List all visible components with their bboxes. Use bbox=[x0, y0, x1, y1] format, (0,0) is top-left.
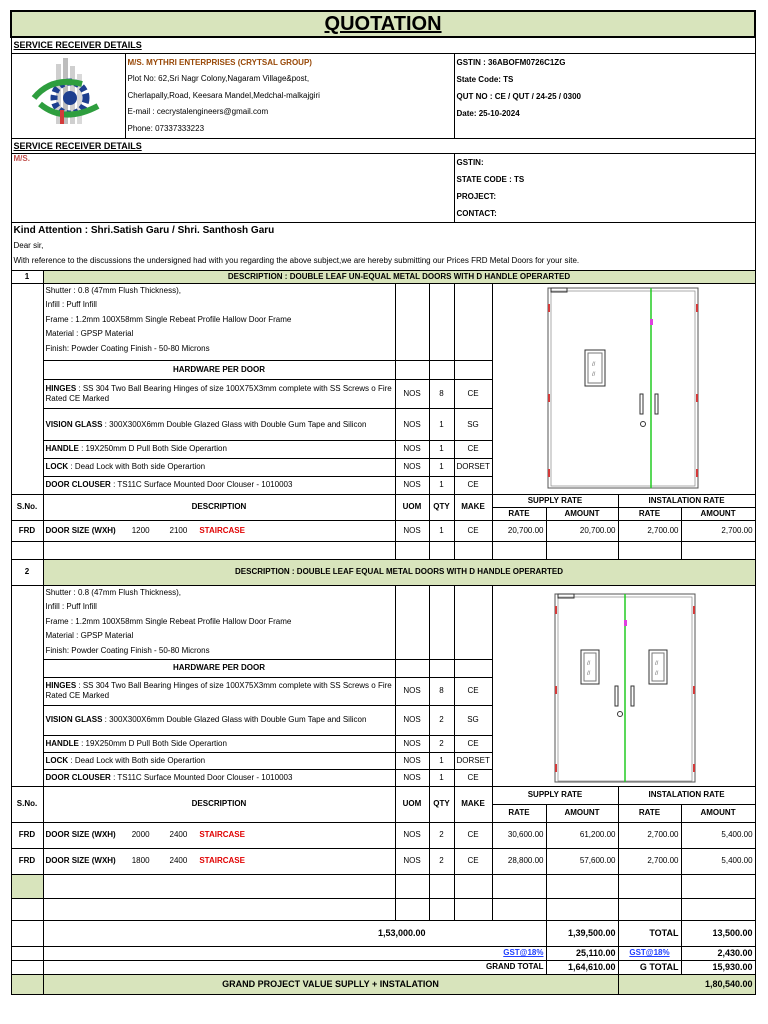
receiver-details bbox=[454, 153, 755, 222]
header-rate: RATE bbox=[618, 804, 681, 822]
hardware-label: DOOR CLOUSER bbox=[45, 480, 111, 490]
quotation-sheet bbox=[10, 10, 754, 995]
header-rate: RATE bbox=[618, 507, 681, 520]
company-state-code: State Code: TS bbox=[456, 74, 514, 84]
install-gst: 2,430.00 bbox=[681, 946, 755, 960]
receiver-project: PROJECT: bbox=[456, 191, 497, 201]
svg-text://: // bbox=[591, 371, 595, 378]
supply-total: 1,39,500.00 bbox=[546, 920, 618, 946]
hardware-label: HANDLE bbox=[45, 444, 79, 454]
header-amount: AMOUNT bbox=[681, 804, 755, 822]
unequal-door-drawing-icon bbox=[493, 284, 747, 494]
item-install-rate: 2,700.00 bbox=[618, 822, 681, 848]
item-width: 1200 bbox=[131, 525, 150, 535]
company-tax-block bbox=[454, 53, 755, 138]
header-make: MAKE bbox=[454, 494, 492, 520]
equal-door-drawing-icon bbox=[493, 586, 747, 786]
hardware-make: DORSET bbox=[454, 458, 492, 476]
hardware-label: LOCK bbox=[45, 755, 69, 765]
table-row bbox=[11, 848, 755, 874]
hardware-label: HANDLE bbox=[45, 738, 79, 748]
hardware-make: CE bbox=[454, 380, 492, 409]
item-desc: DOOR SIZE (WXH) bbox=[45, 856, 116, 865]
hardware-uom: NOS bbox=[395, 440, 429, 458]
hardware-qty: 1 bbox=[429, 769, 454, 786]
svg-text://: // bbox=[586, 670, 590, 677]
section-1-number: 1 bbox=[11, 270, 43, 283]
hardware-qty: 8 bbox=[429, 380, 454, 409]
header-installation-rate: INSTALATION RATE bbox=[618, 786, 755, 804]
item-location: STAIRCASE bbox=[199, 856, 245, 865]
grand-project-value: 1,80,540.00 bbox=[618, 974, 755, 994]
company-gstin: GSTIN : 36ABOFM0726C1ZG bbox=[456, 57, 566, 67]
header-sno: S.No. bbox=[11, 494, 43, 520]
company-address-block bbox=[125, 53, 454, 138]
hardware-uom: NOS bbox=[395, 735, 429, 752]
section-2-description: DESCRIPTION : DOUBLE LEAF EQUAL METAL DOORS WITH D HANDLE OPERARTED bbox=[43, 559, 755, 585]
table-row bbox=[11, 822, 755, 848]
hardware-qty: 1 bbox=[429, 409, 454, 440]
hardware-label: HINGES bbox=[45, 384, 77, 394]
quotation-table bbox=[10, 10, 756, 995]
grand-project-label: GRAND PROJECT VALUE SUPLLY + INSTALATION bbox=[43, 974, 618, 994]
grand-total-label: GRAND TOTAL bbox=[43, 960, 546, 974]
header-rate: RATE bbox=[492, 507, 546, 520]
hardware-make: CE bbox=[454, 677, 492, 705]
item-height: 2100 bbox=[169, 525, 188, 535]
item-qty: 2 bbox=[429, 848, 454, 874]
hardware-text: : 19X250mm D Pull Both Side Operartion bbox=[78, 738, 227, 748]
intro-text: With reference to the discussions the undersigned had with you regarding the above subject,we are hereby submitting our Prices FRD Metal Doors for your site. bbox=[13, 255, 580, 265]
gear-logo-icon bbox=[12, 54, 124, 138]
header-amount: AMOUNT bbox=[546, 507, 618, 520]
blank-row bbox=[11, 541, 755, 559]
supply-grand-total: 1,64,610.00 bbox=[546, 960, 618, 974]
company-phone: Phone: 07337333223 bbox=[127, 123, 205, 133]
header-uom: UOM bbox=[395, 494, 429, 520]
spec-line: Shutter : 0.8 (47mm Flush Thickness), bbox=[45, 587, 181, 597]
blank-row bbox=[11, 898, 755, 920]
blank-row bbox=[11, 874, 755, 898]
hardware-text: : SS 304 Two Ball Bearing Hinges of size 100X75X3mm complete with SS Screws o Fire Rated CE Marked bbox=[45, 681, 392, 700]
item-location: STAIRCASE bbox=[199, 830, 245, 839]
hardware-heading: HARDWARE PER DOOR bbox=[43, 659, 395, 677]
service-receiver-heading-2: SERVICE RECEIVER DETAILS bbox=[11, 138, 755, 153]
subtotal-left: 1,53,000.00 bbox=[43, 920, 546, 946]
company-logo bbox=[11, 53, 125, 138]
item-supply-amount: 57,600.00 bbox=[546, 848, 618, 874]
hardware-label: HINGES bbox=[45, 681, 77, 690]
receiver-state-code: STATE CODE : TS bbox=[456, 174, 525, 184]
item-location: STAIRCASE bbox=[199, 525, 245, 535]
header-supply-rate: SUPPLY RATE bbox=[492, 786, 618, 804]
hardware-text: : Dead Lock with Both side Operartion bbox=[68, 462, 206, 472]
hardware-uom: NOS bbox=[395, 409, 429, 440]
item-qty: 2 bbox=[429, 822, 454, 848]
item-sno: FRD bbox=[11, 822, 43, 848]
item-supply-rate: 30,600.00 bbox=[492, 822, 546, 848]
hardware-text: : Dead Lock with Both side Operartion bbox=[68, 755, 206, 765]
item-install-amount: 5,400.00 bbox=[681, 848, 755, 874]
item-sno: FRD bbox=[11, 848, 43, 874]
item-width: 2000 bbox=[131, 830, 150, 839]
item-install-amount: 5,400.00 bbox=[681, 822, 755, 848]
spec-line: Material : GPSP Material bbox=[45, 329, 134, 338]
hardware-text: : 300X300X6mm Double Glazed Glass with Double Gum Tape and Silicon bbox=[102, 419, 367, 429]
section-1-description: DESCRIPTION : DOUBLE LEAF UN-EQUAL METAL DOORS WITH D HANDLE OPERARTED bbox=[43, 270, 755, 283]
install-total: 13,500.00 bbox=[681, 920, 755, 946]
spec-line: Shutter : 0.8 (47mm Flush Thickness), bbox=[45, 285, 181, 295]
header-uom: UOM bbox=[395, 786, 429, 822]
svg-text://: // bbox=[591, 361, 595, 368]
receiver-gstin: GSTIN: bbox=[456, 157, 484, 167]
company-name: M/S. MYTHRI ENTERPRISES (CRYTSAL GROUP) bbox=[127, 57, 312, 67]
section-2-specs bbox=[43, 585, 395, 659]
hardware-make: SG bbox=[454, 705, 492, 735]
hardware-make: CE bbox=[454, 440, 492, 458]
hardware-uom: NOS bbox=[395, 380, 429, 409]
header-supply-rate: SUPPLY RATE bbox=[492, 494, 618, 507]
item-supply-rate: 28,800.00 bbox=[492, 848, 546, 874]
hardware-qty: 1 bbox=[429, 476, 454, 494]
hardware-uom: NOS bbox=[395, 458, 429, 476]
quotation-number: QUT NO : CE / QUT / 24-25 / 0300 bbox=[456, 91, 581, 101]
hardware-qty: 2 bbox=[429, 705, 454, 735]
header-make: MAKE bbox=[454, 786, 492, 822]
spec-line: Frame : 1.2mm 100X58mm Single Rebeat Profile Hallow Door Frame bbox=[45, 616, 292, 626]
hardware-uom: NOS bbox=[395, 677, 429, 705]
section-1-specs bbox=[43, 283, 395, 361]
hardware-make: CE bbox=[454, 769, 492, 786]
hardware-qty: 1 bbox=[429, 752, 454, 769]
hardware-make: SG bbox=[454, 409, 492, 440]
intro-block bbox=[11, 222, 755, 270]
hardware-text: : TS11C Surface Mounted Door Clouser - 1010003 bbox=[110, 772, 293, 782]
item-height: 2400 bbox=[169, 830, 188, 839]
item-make: CE bbox=[454, 822, 492, 848]
total-label: TOTAL bbox=[618, 920, 681, 946]
company-email: E-mail : cecrystalengineers@gmail.com bbox=[127, 107, 269, 116]
item-install-rate: 2,700.00 bbox=[618, 520, 681, 541]
table-row bbox=[11, 520, 755, 541]
header-qty: QTY bbox=[429, 494, 454, 520]
g-total-label: G TOTAL bbox=[618, 960, 681, 974]
supply-gst-label: GST@18% bbox=[503, 948, 544, 957]
svg-text://: // bbox=[654, 670, 658, 677]
item-desc: DOOR SIZE (WXH) bbox=[45, 525, 116, 535]
hardware-uom: NOS bbox=[395, 476, 429, 494]
hardware-label: VISION GLASS bbox=[45, 419, 103, 429]
service-receiver-heading: SERVICE RECEIVER DETAILS bbox=[11, 37, 755, 53]
hardware-make: CE bbox=[454, 476, 492, 494]
spec-line: Infill : Puff Infill bbox=[45, 602, 97, 611]
header-rate: RATE bbox=[492, 804, 546, 822]
item-sno: FRD bbox=[11, 520, 43, 541]
header-description: DESCRIPTION bbox=[43, 786, 395, 822]
item-height: 2400 bbox=[169, 856, 188, 865]
quotation-date: Date: 25-10-2024 bbox=[456, 108, 520, 118]
item-supply-amount: 20,700.00 bbox=[546, 520, 618, 541]
hardware-label: LOCK bbox=[45, 462, 69, 472]
install-gst-label: GST@18% bbox=[629, 948, 670, 957]
hardware-text: : TS11C Surface Mounted Door Clouser - 1010003 bbox=[110, 480, 293, 490]
spec-line: Finish: Powder Coating Finish - 50-80 Microns bbox=[45, 343, 210, 353]
hardware-qty: 1 bbox=[429, 458, 454, 476]
item-uom: NOS bbox=[395, 848, 429, 874]
hardware-label: VISION GLASS bbox=[45, 715, 103, 724]
hardware-text: : 19X250mm D Pull Both Side Operartion bbox=[78, 444, 227, 454]
header-qty: QTY bbox=[429, 786, 454, 822]
hardware-uom: NOS bbox=[395, 769, 429, 786]
spec-line: Material : GPSP Material bbox=[45, 631, 134, 640]
item-width: 1800 bbox=[131, 856, 150, 865]
spec-line: Finish: Powder Coating Finish - 50-80 Microns bbox=[45, 645, 210, 655]
item-supply-rate: 20,700.00 bbox=[492, 520, 546, 541]
header-installation-rate: INSTALATION RATE bbox=[618, 494, 755, 507]
item-uom: NOS bbox=[395, 520, 429, 541]
header-description: DESCRIPTION bbox=[43, 494, 395, 520]
hardware-make: CE bbox=[454, 735, 492, 752]
receiver-contact: CONTACT: bbox=[456, 208, 497, 218]
hardware-qty: 2 bbox=[429, 735, 454, 752]
header-amount: AMOUNT bbox=[546, 804, 618, 822]
hardware-uom: NOS bbox=[395, 705, 429, 735]
install-grand-total: 15,930.00 bbox=[681, 960, 755, 974]
item-supply-amount: 61,200.00 bbox=[546, 822, 618, 848]
hardware-make: DORSET bbox=[454, 752, 492, 769]
header-amount: AMOUNT bbox=[681, 507, 755, 520]
section-1-door-drawing bbox=[492, 283, 755, 494]
item-install-amount: 2,700.00 bbox=[681, 520, 755, 541]
item-desc: DOOR SIZE (WXH) bbox=[45, 830, 116, 839]
hardware-qty: 8 bbox=[429, 677, 454, 705]
greeting: Dear sir, bbox=[13, 240, 44, 250]
section-2-number: 2 bbox=[11, 559, 43, 585]
spec-line: Infill : Puff Infill bbox=[45, 300, 97, 309]
hardware-uom: NOS bbox=[395, 752, 429, 769]
item-make: CE bbox=[454, 848, 492, 874]
svg-text://: // bbox=[654, 660, 658, 667]
hardware-label: DOOR CLOUSER bbox=[45, 772, 111, 782]
hardware-heading: HARDWARE PER DOOR bbox=[43, 361, 395, 380]
hardware-text: : SS 304 Two Ball Bearing Hinges of size 100X75X3mm complete with SS Screws o Fire Rated CE Marked bbox=[45, 384, 392, 404]
hardware-qty: 1 bbox=[429, 440, 454, 458]
spec-line: Frame : 1.2mm 100X58mm Single Rebeat Profile Hallow Door Frame bbox=[45, 314, 292, 324]
supply-gst: 25,110.00 bbox=[546, 946, 618, 960]
header-sno: S.No. bbox=[11, 786, 43, 822]
item-make: CE bbox=[454, 520, 492, 541]
svg-text://: // bbox=[586, 660, 590, 667]
company-address-line2: Cherlapally,Road, Keesara Mandel,Medchal-malkajgiri bbox=[127, 90, 320, 100]
company-address-line1: Plot No: 62,Sri Nagr Colony,Nagaram Village&post, bbox=[127, 74, 310, 83]
receiver-name: M/S. bbox=[11, 153, 454, 222]
kind-attention: Kind Attention : Shri.Satish Garu / Shri. Santhosh Garu bbox=[13, 224, 275, 236]
hardware-text: : 300X300X6mm Double Glazed Glass with Double Gum Tape and Silicon bbox=[102, 715, 367, 724]
item-qty: 1 bbox=[429, 520, 454, 541]
item-uom: NOS bbox=[395, 822, 429, 848]
item-install-rate: 2,700.00 bbox=[618, 848, 681, 874]
page-title: QUOTATION bbox=[11, 11, 755, 37]
section-2-door-drawing bbox=[492, 585, 755, 786]
